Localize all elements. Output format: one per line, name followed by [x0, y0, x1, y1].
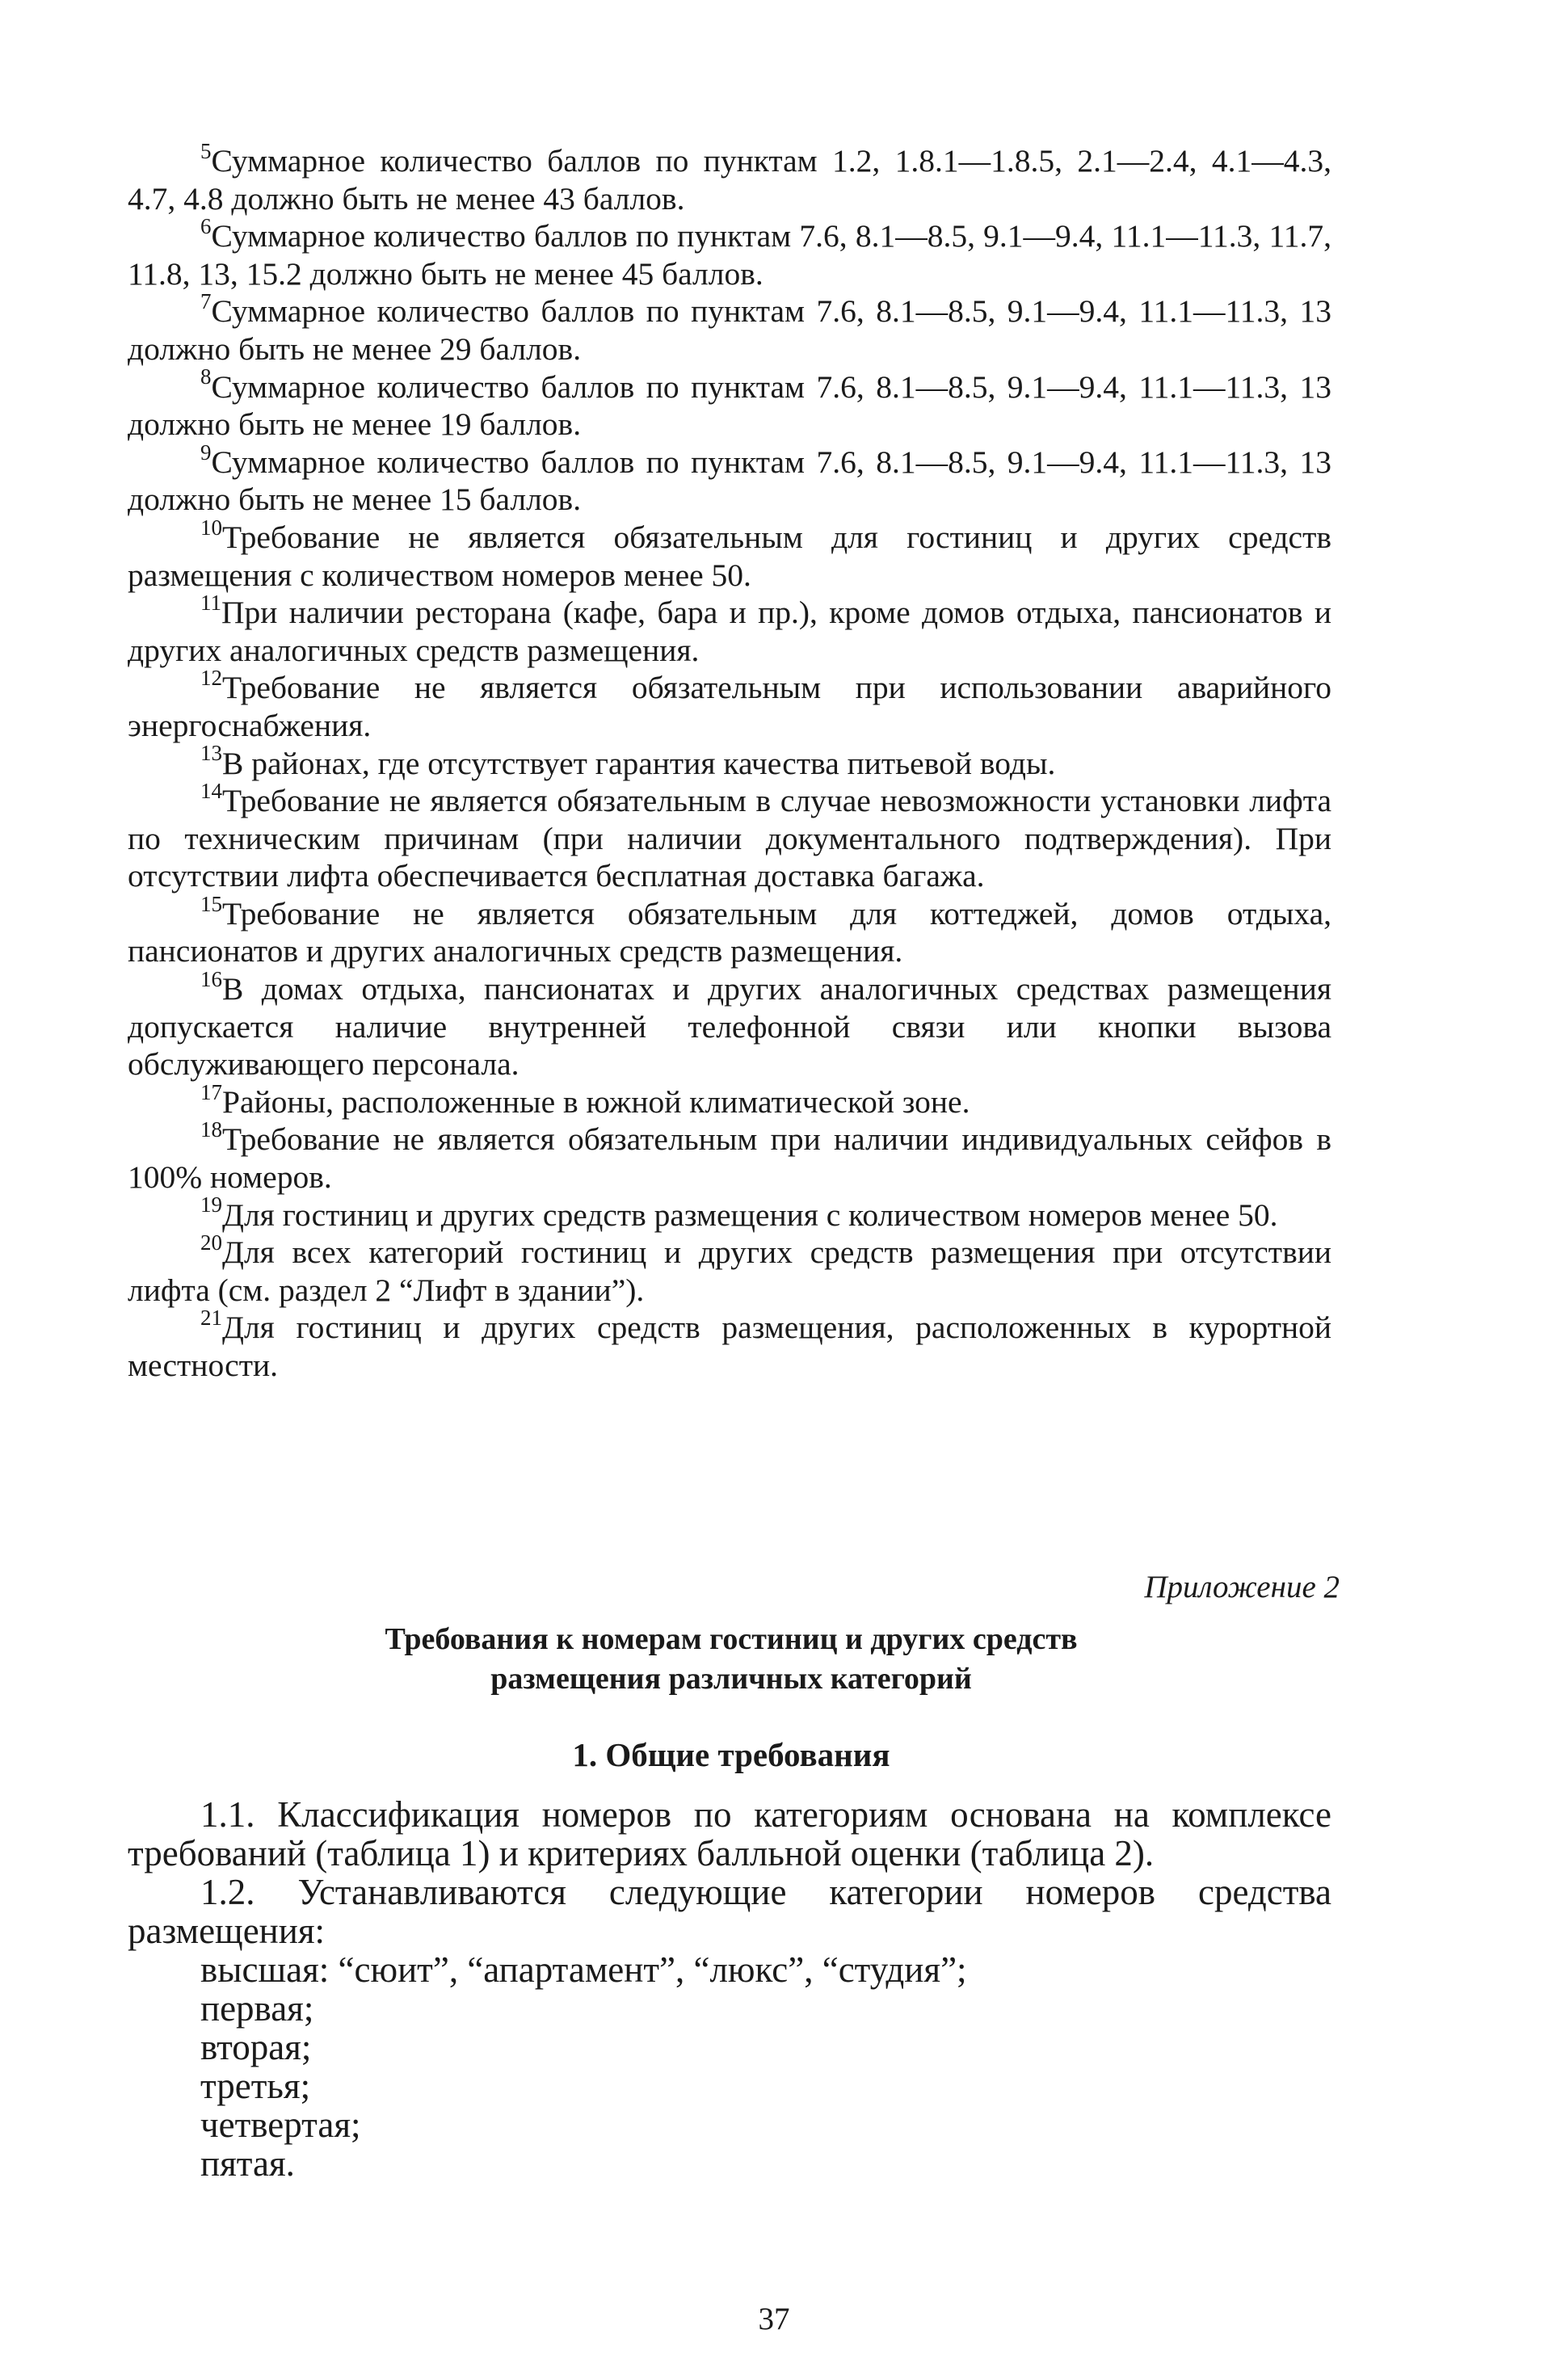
- page-number: 37: [758, 2302, 790, 2336]
- footnote-number: 7: [200, 289, 212, 314]
- category-list: [128, 1950, 1331, 2183]
- category-item: первая;: [200, 1988, 314, 2029]
- footnote: [128, 778, 1331, 895]
- footnote: [128, 439, 1331, 519]
- paragraph-1-2: 1.2. Устанавливаются следующие категории номеров средства размещения:: [128, 1872, 1331, 1951]
- footnote-number: 8: [200, 364, 212, 389]
- category-item: высшая: “сюит”, “апартамент”, “люкс”, “студия”;: [200, 1949, 967, 1990]
- footnote-text: Для гостиниц и других средств размещения, расположенных в курортной местности.: [128, 1310, 1331, 1383]
- footnote-number: 16: [200, 966, 222, 991]
- footnote: [128, 289, 1331, 368]
- footnote-text: Суммарное количество баллов по пунктам 7.6, 8.1—8.5, 9.1—9.4, 11.1—11.3, 13 должно быть не менее 29 баллов.: [128, 293, 1331, 367]
- footnote-text: Требование не является обязательным для гостиниц и других средств размещения с количеством номеров менее 50.: [128, 519, 1331, 593]
- footnote-text: Требование не является обязательным при использовании аварийного энергоснабжения.: [128, 670, 1331, 743]
- footnote-text: Суммарное количество баллов по пунктам 1.2, 1.8.1—1.8.5, 2.1—2.4, 4.1—4.3, 4.7, 4.8 должно быть не менее 43 баллов.: [128, 143, 1331, 217]
- section-heading: 1. Общие требования: [572, 1736, 890, 1773]
- footnote: [128, 214, 1331, 292]
- appendix-label: Приложение 2: [1144, 1570, 1340, 1604]
- footnote-text: В домах отдыха, пансионатах и других аналогичных средствах размещения допускается наличие внутренней телефонной связи или кнопки вызова обслуживающего персонала.: [128, 971, 1331, 1083]
- footnote-text: Требование не является обязательным в случае невозможности установки лифта по техническим причинам (при наличии документального подтверждения). При отсутствии лифта обеспечивается бесплатная доставка багажа.: [128, 783, 1331, 894]
- footnote-number: 18: [200, 1117, 222, 1142]
- body-text: [128, 1795, 1331, 2183]
- footnote: [128, 1230, 1331, 1309]
- footnotes-block: [128, 138, 1331, 1385]
- footnote-number: 6: [200, 214, 212, 239]
- category-item: пятая.: [200, 2143, 295, 2184]
- footnote: [128, 1192, 1331, 1234]
- footnote-number: 17: [200, 1079, 222, 1104]
- footnote: [128, 364, 1331, 444]
- footnote-text: Требование не является обязательным для коттеджей, домов отдыха, пансионатов и других аналогичных средств размещения.: [128, 895, 1331, 969]
- footnote-text: Суммарное количество баллов по пунктам 7.6, 8.1—8.5, 9.1—9.4, 11.1—11.3, 13 должно быть не менее 19 баллов.: [128, 368, 1331, 443]
- footnote-number: 21: [200, 1306, 222, 1331]
- category-item: четвертая;: [200, 2105, 361, 2145]
- footnote-number: 9: [200, 439, 212, 465]
- footnote-number: 13: [200, 741, 222, 766]
- footnote-number: 15: [200, 891, 222, 916]
- footnote-text: Для гостиниц и других средств размещения с количеством номеров менее 50.: [222, 1196, 1278, 1233]
- footnote: [128, 666, 1331, 744]
- footnote-number: 12: [200, 666, 222, 691]
- footnote-number: 19: [200, 1192, 222, 1217]
- footnote: [128, 891, 1331, 970]
- footnote-number: 20: [200, 1230, 222, 1255]
- footnote: [128, 1306, 1331, 1384]
- document-title-line-1: Требования к номерам гостиниц и других средств: [385, 1622, 1078, 1656]
- footnote: [128, 1079, 1331, 1121]
- footnote: [128, 138, 1331, 217]
- footnote: [128, 966, 1331, 1083]
- footnote: [128, 590, 1331, 669]
- category-item: вторая;: [200, 2027, 312, 2067]
- document-title: [242, 1620, 1220, 1699]
- footnote-number: 11: [200, 590, 221, 615]
- footnote-text: Районы, расположенные в южной климатической зоне.: [222, 1083, 970, 1120]
- category-item: третья;: [200, 2066, 311, 2106]
- footnote-number: 10: [200, 515, 222, 540]
- footnote-text: Суммарное количество баллов по пунктам 7.6, 8.1—8.5, 9.1—9.4, 11.1—11.3, 13 должно быть не менее 15 баллов.: [128, 444, 1331, 518]
- footnote-text: В районах, где отсутствует гарантия качества питьевой воды.: [222, 745, 1056, 781]
- footnote-text: Для всех категорий гостиниц и других средств размещения при отсутствии лифта (см. раздел 2 “Лифт в здании”).: [128, 1234, 1331, 1308]
- footnote-number: 14: [200, 778, 222, 803]
- footnote-number: 5: [200, 138, 212, 163]
- footnote: [128, 741, 1331, 783]
- footnote: [128, 1117, 1331, 1196]
- paragraph-1-1: 1.1. Классификация номеров по категориям основана на комплексе требований (таблица 1) и критериях балльной оценки (таблица 2).: [128, 1794, 1331, 1873]
- footnote: [128, 515, 1331, 594]
- footnote-text: Требование не является обязательным при наличии индивидуальных сейфов в 100% номеров.: [128, 1121, 1331, 1196]
- document-title-line-2: размещения различных категорий: [490, 1662, 972, 1696]
- footnote-text: Суммарное количество баллов по пунктам 7.6, 8.1—8.5, 9.1—9.4, 11.1—11.3, 11.7, 11.8, 13, 15.2 должно быть не менее 45 баллов.: [128, 218, 1331, 292]
- footnote-text: При наличии ресторана (кафе, бара и пр.), кроме домов отдыха, пансионатов и других аналогичных средств размещения.: [128, 595, 1331, 668]
